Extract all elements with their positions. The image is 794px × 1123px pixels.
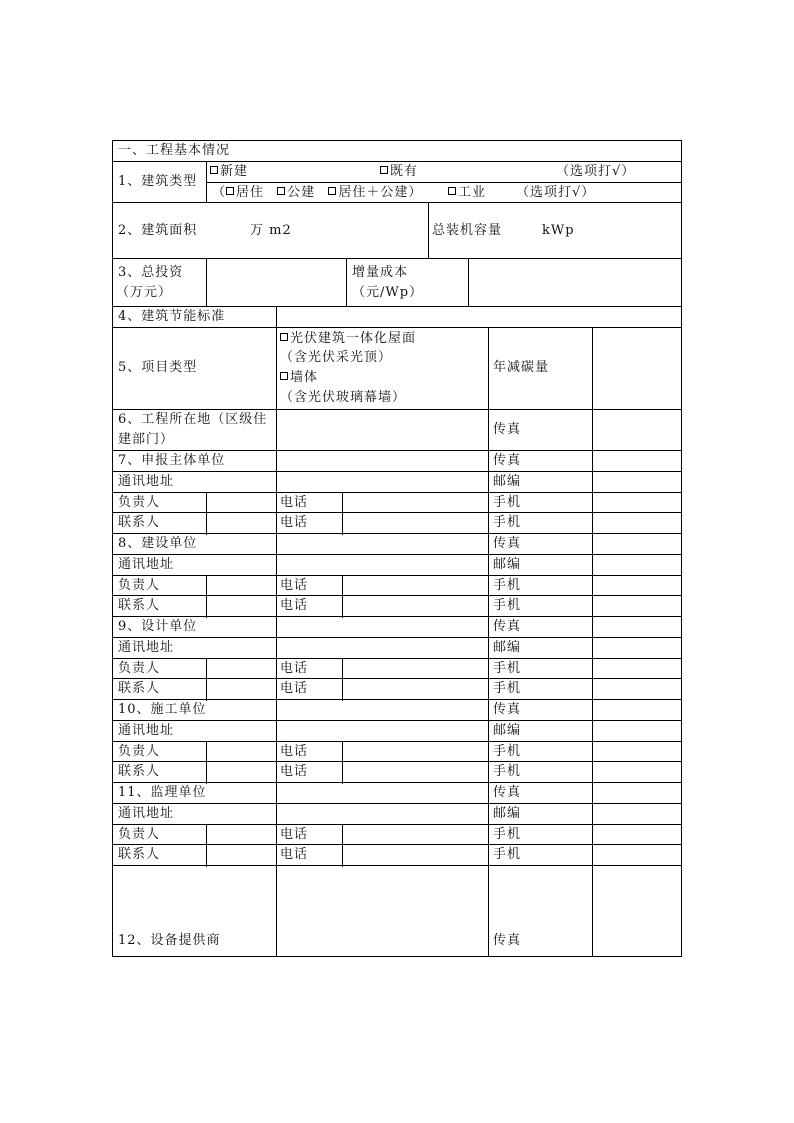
area-label: 2、建筑面积 bbox=[118, 223, 198, 238]
unit-4-leader-phone-label: 电话 bbox=[280, 827, 309, 842]
unit-2-fax-label: 传真 bbox=[493, 619, 522, 634]
unit-0-fax-label: 传真 bbox=[493, 453, 522, 468]
supplier-fax-label: 传真 bbox=[493, 933, 522, 948]
option-existing-label: 既有 bbox=[390, 164, 419, 179]
unit-3-contact-phone-label: 电话 bbox=[280, 764, 309, 779]
unit-4-contact-mobile-label: 手机 bbox=[493, 847, 522, 862]
unit-3-postcode-label: 邮编 bbox=[493, 723, 522, 738]
unit-3-leader-phone-label: 电话 bbox=[280, 744, 309, 759]
checkbox-pv-roof[interactable] bbox=[280, 333, 288, 341]
checkbox-existing[interactable] bbox=[380, 166, 388, 174]
unit-0-postcode-label: 邮编 bbox=[493, 474, 522, 489]
unit-0-leader-phone-label: 电话 bbox=[280, 495, 309, 510]
unit-1-contact-label: 联系人 bbox=[118, 598, 161, 613]
cost-unit: （元/Wp） bbox=[352, 285, 424, 300]
unit-0-contact-label: 联系人 bbox=[118, 515, 161, 530]
option-wall-label: 墙体 bbox=[290, 370, 319, 385]
checkbox-new[interactable] bbox=[210, 166, 218, 174]
option-wall-note: （含光伏玻璃幕墙） bbox=[280, 390, 407, 405]
checkbox-public[interactable] bbox=[277, 187, 285, 195]
unit-2-leader-label: 负责人 bbox=[118, 661, 161, 676]
unit-1-leader-mobile-label: 手机 bbox=[493, 578, 522, 593]
unit-1-contact-phone-label: 电话 bbox=[280, 598, 309, 613]
sub-options bbox=[212, 183, 422, 203]
unit-1-address-label: 通讯地址 bbox=[118, 557, 175, 572]
unit-2-label: 9、设计单位 bbox=[118, 619, 198, 634]
carbon-label: 年减碳量 bbox=[493, 360, 550, 375]
select-hint-1: （选项打√） bbox=[556, 164, 636, 179]
supplier-label: 12、设备提供商 bbox=[118, 933, 221, 948]
unit-1-postcode-label: 邮编 bbox=[493, 557, 522, 572]
energy-standard-label: 4、建筑节能标准 bbox=[118, 309, 226, 324]
unit-4-postcode-label: 邮编 bbox=[493, 806, 522, 821]
unit-0-contact-mobile-label: 手机 bbox=[493, 515, 522, 530]
option-pv-roof[interactable] bbox=[280, 329, 416, 349]
investment-unit: （万元） bbox=[116, 285, 173, 300]
unit-0-leader-mobile-label: 手机 bbox=[493, 495, 522, 510]
unit-4-address-label: 通讯地址 bbox=[118, 806, 175, 821]
cost-label: 增量成本 bbox=[352, 265, 409, 280]
checkbox-wall[interactable] bbox=[280, 372, 288, 380]
unit-4-contact-phone-label: 电话 bbox=[280, 847, 309, 862]
unit-3-contact-label: 联系人 bbox=[118, 764, 161, 779]
unit-4-fax-label: 传真 bbox=[493, 785, 522, 800]
unit-4-leader-mobile-label: 手机 bbox=[493, 827, 522, 842]
section-title: 一、工程基本情况 bbox=[118, 143, 231, 158]
option-existing[interactable] bbox=[380, 162, 418, 182]
unit-2-contact-label: 联系人 bbox=[118, 681, 161, 696]
unit-3-leader-label: 负责人 bbox=[118, 744, 161, 759]
option-res-public[interactable] bbox=[328, 185, 422, 200]
unit-0-address-label: 通讯地址 bbox=[118, 474, 175, 489]
unit-1-label: 8、建设单位 bbox=[118, 536, 198, 551]
option-new[interactable] bbox=[210, 162, 248, 182]
unit-0-leader-label: 负责人 bbox=[118, 495, 161, 510]
unit-1-leader-phone-label: 电话 bbox=[280, 578, 309, 593]
checkbox-residential[interactable] bbox=[226, 187, 234, 195]
checkbox-res-public[interactable] bbox=[328, 187, 336, 195]
unit-3-label: 10、施工单位 bbox=[118, 702, 207, 717]
project-type-label: 5、项目类型 bbox=[118, 360, 198, 375]
option-pv-roof-note: （含光伏采光顶） bbox=[280, 350, 393, 365]
option-new-label: 新建 bbox=[220, 164, 249, 179]
option-public[interactable] bbox=[277, 185, 315, 200]
option-pv-roof-label: 光伏建筑一体化屋面 bbox=[290, 331, 417, 346]
unit-0-contact-phone-label: 电话 bbox=[280, 515, 309, 530]
option-wall[interactable] bbox=[280, 368, 318, 388]
unit-1-contact-mobile-label: 手机 bbox=[493, 598, 522, 613]
unit-3-fax-label: 传真 bbox=[493, 702, 522, 717]
option-residential[interactable] bbox=[226, 185, 264, 200]
checkbox-industrial[interactable] bbox=[448, 187, 456, 195]
area-unit: 万 m2 bbox=[250, 223, 292, 238]
select-hint-2: （选项打√） bbox=[516, 185, 596, 200]
capacity-unit: kWp bbox=[542, 223, 575, 238]
location-label-2: 建部门） bbox=[118, 432, 175, 447]
paren: （ bbox=[212, 185, 227, 200]
unit-4-label: 11、监理单位 bbox=[118, 785, 207, 800]
unit-3-contact-mobile-label: 手机 bbox=[493, 764, 522, 779]
option-industrial[interactable] bbox=[448, 183, 486, 203]
capacity-label: 总装机容量 bbox=[432, 223, 503, 238]
unit-0-label: 7、申报主体单位 bbox=[118, 453, 226, 468]
unit-2-contact-phone-label: 电话 bbox=[280, 681, 309, 696]
unit-3-leader-mobile-label: 手机 bbox=[493, 744, 522, 759]
unit-2-address-label: 通讯地址 bbox=[118, 640, 175, 655]
building-type-label: 1、建筑类型 bbox=[118, 174, 198, 189]
option-res-public-label: 居住＋公建） bbox=[338, 185, 423, 200]
unit-3-address-label: 通讯地址 bbox=[118, 723, 175, 738]
unit-4-contact-label: 联系人 bbox=[118, 847, 161, 862]
option-public-label: 公建 bbox=[287, 185, 316, 200]
unit-2-leader-phone-label: 电话 bbox=[280, 661, 309, 676]
unit-4-leader-label: 负责人 bbox=[118, 827, 161, 842]
location-fax-label: 传真 bbox=[493, 422, 522, 437]
unit-2-contact-mobile-label: 手机 bbox=[493, 681, 522, 696]
option-residential-label: 居住 bbox=[236, 185, 265, 200]
unit-2-postcode-label: 邮编 bbox=[493, 640, 522, 655]
unit-1-leader-label: 负责人 bbox=[118, 578, 161, 593]
investment-label: 3、总投资 bbox=[118, 265, 184, 280]
unit-2-leader-mobile-label: 手机 bbox=[493, 661, 522, 676]
unit-1-fax-label: 传真 bbox=[493, 536, 522, 551]
project-info-form bbox=[112, 140, 682, 957]
location-label: 6、工程所在地（区级住 bbox=[118, 412, 268, 427]
option-industrial-label: 工业 bbox=[458, 185, 487, 200]
